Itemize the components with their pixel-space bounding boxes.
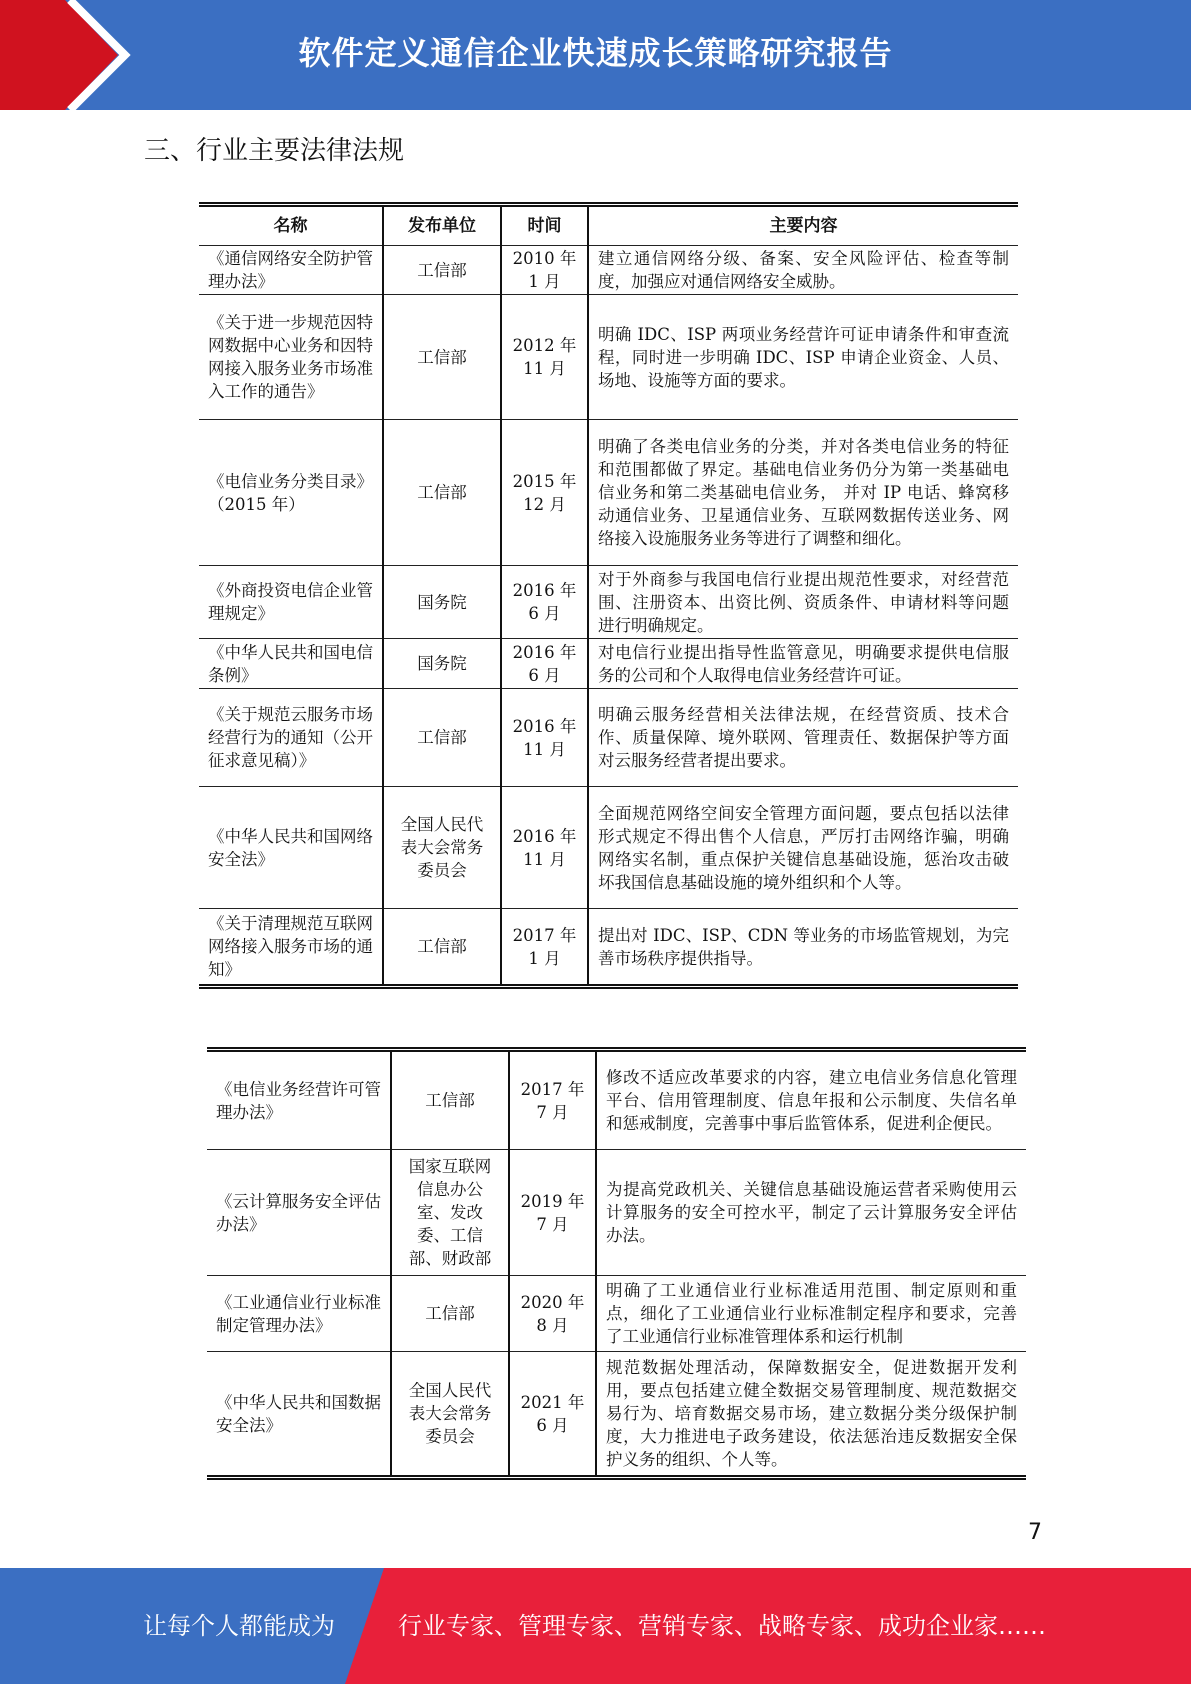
table-row bbox=[207, 1276, 1026, 1352]
law-name-cell: 《中华人民共和国电信条例》 bbox=[199, 639, 383, 689]
issuer-cell: 国务院 bbox=[383, 566, 501, 639]
law-name-cell: 《云计算服务安全评估办法》 bbox=[207, 1150, 391, 1276]
issuer-cell: 工信部 bbox=[391, 1050, 509, 1150]
page-header bbox=[0, 0, 1191, 110]
date-cell: 2010 年 1 月 bbox=[501, 246, 588, 295]
date-cell: 2021 年 6 月 bbox=[509, 1352, 596, 1478]
law-name-cell: 《通信网络安全防护管理办法》 bbox=[199, 246, 383, 295]
issuer-cell: 国家互联网信息办公室、发改委、工信部、财政部 bbox=[391, 1150, 509, 1276]
table-row bbox=[199, 566, 1018, 639]
content-cell: 修改不适应改革要求的内容，建立电信业务信息化管理平台、信用管理制度、信息年报和公示制度、失信名单和惩戒制度，完善事中事后监管体系，促进利企便民。 bbox=[596, 1050, 1026, 1150]
table-row bbox=[199, 246, 1018, 295]
table-row bbox=[199, 420, 1018, 566]
law-name-cell: 《关于清理规范互联网网络接入服务市场的通知》 bbox=[199, 909, 383, 987]
date-cell: 2016 年 6 月 bbox=[501, 566, 588, 639]
section-heading: 三、行业主要法律法规 bbox=[144, 136, 405, 166]
issuer-cell: 工信部 bbox=[383, 295, 501, 420]
law-name-cell: 《关于进一步规范因特网数据中心业务和因特网接入服务业务市场准入工作的通告》 bbox=[199, 295, 383, 420]
law-name-cell: 《中华人民共和国数据安全法》 bbox=[207, 1352, 391, 1478]
footer-slogan-left: 让每个人都能成为 bbox=[143, 1612, 335, 1640]
table-row bbox=[207, 1352, 1026, 1478]
header-unit: 发布单位 bbox=[383, 205, 501, 246]
date-cell: 2017 年 7 月 bbox=[509, 1050, 596, 1150]
header-content: 主要内容 bbox=[588, 205, 1018, 246]
date-cell: 2020 年 8 月 bbox=[509, 1276, 596, 1352]
content-cell: 对电信行业提出指导性监管意见，明确要求提供电信服务的公司和个人取得电信业务经营许可证。 bbox=[588, 639, 1018, 689]
content-cell: 明确云服务经营相关法律法规，在经营资质、技术合作、质量保障、境外联网、管理责任、数据保护等方面对云服务经营者提出要求。 bbox=[588, 689, 1018, 787]
footer-slogan-right: 行业专家、管理专家、营销专家、战略专家、成功企业家…… bbox=[398, 1612, 1046, 1640]
date-cell: 2019 年 7 月 bbox=[509, 1150, 596, 1276]
law-name-cell: 《关于规范云服务市场经营行为的通知（公开征求意见稿）》 bbox=[199, 689, 383, 787]
laws-table-part1 bbox=[199, 202, 1018, 989]
issuer-cell: 工信部 bbox=[383, 909, 501, 987]
laws-table-part2 bbox=[207, 1047, 1026, 1480]
table-row bbox=[207, 1150, 1026, 1276]
law-name-cell: 《中华人民共和国网络安全法》 bbox=[199, 787, 383, 909]
issuer-cell: 工信部 bbox=[383, 246, 501, 295]
content-cell: 为提高党政机关、关键信息基础设施运营者采购使用云计算服务的安全可控水平，制定了云计算服务安全评估办法。 bbox=[596, 1150, 1026, 1276]
table-row bbox=[199, 909, 1018, 987]
date-cell: 2016 年 11 月 bbox=[501, 787, 588, 909]
issuer-cell: 工信部 bbox=[383, 689, 501, 787]
table-header-row bbox=[199, 205, 1018, 246]
header-time: 时间 bbox=[501, 205, 588, 246]
content-cell: 明确了工业通信业行业标准适用范围、制定原则和重点，细化了工业通信业行业标准制定程序和要求，完善了工业通信行业标准管理体系和运行机制 bbox=[596, 1276, 1026, 1352]
content-cell: 明确 IDC、ISP 两项业务经营许可证申请条件和审查流程，同时进一步明确 IDC、ISP 申请企业资金、人员、场地、设施等方面的要求。 bbox=[588, 295, 1018, 420]
report-title: 软件定义通信企业快速成长策略研究报告 bbox=[298, 34, 893, 72]
table-row bbox=[199, 639, 1018, 689]
content-cell: 全面规范网络空间安全管理方面问题，要点包括以法律形式规定不得出售个人信息，严厉打击网络诈骗，明确网络实名制，重点保护关键信息基础设施，惩治攻击破坏我国信息基础设施的境外组织和个人等。 bbox=[588, 787, 1018, 909]
header-name: 名称 bbox=[199, 205, 383, 246]
issuer-cell: 全国人民代表大会常务委员会 bbox=[383, 787, 501, 909]
table-row bbox=[199, 787, 1018, 909]
content-cell: 提出对 IDC、ISP、CDN 等业务的市场监管规划，为完善市场秩序提供指导。 bbox=[588, 909, 1018, 987]
issuer-cell: 工信部 bbox=[391, 1276, 509, 1352]
issuer-cell: 全国人民代表大会常务委员会 bbox=[391, 1352, 509, 1478]
date-cell: 2016 年 6 月 bbox=[501, 639, 588, 689]
law-name-cell: 《电信业务分类目录》（2015 年） bbox=[199, 420, 383, 566]
date-cell: 2015 年 12 月 bbox=[501, 420, 588, 566]
date-cell: 2016 年 11 月 bbox=[501, 689, 588, 787]
date-cell: 2017 年 1 月 bbox=[501, 909, 588, 987]
law-name-cell: 《外商投资电信企业管理规定》 bbox=[199, 566, 383, 639]
table-row bbox=[199, 689, 1018, 787]
page-number: 7 bbox=[1028, 1520, 1042, 1545]
date-cell: 2012 年 11 月 bbox=[501, 295, 588, 420]
page-footer bbox=[0, 1568, 1191, 1684]
content-cell: 建立通信网络分级、备案、安全风险评估、检查等制度，加强应对通信网络安全威胁。 bbox=[588, 246, 1018, 295]
content-cell: 对于外商参与我国电信行业提出规范性要求，对经营范围、注册资本、出资比例、资质条件、申请材料等问题进行明确规定。 bbox=[588, 566, 1018, 639]
law-name-cell: 《电信业务经营许可管理办法》 bbox=[207, 1050, 391, 1150]
table-row bbox=[207, 1050, 1026, 1150]
law-name-cell: 《工业通信业行业标准制定管理办法》 bbox=[207, 1276, 391, 1352]
table-row bbox=[199, 295, 1018, 420]
issuer-cell: 国务院 bbox=[383, 639, 501, 689]
issuer-cell: 工信部 bbox=[383, 420, 501, 566]
content-cell: 规范数据处理活动，保障数据安全，促进数据开发利用，要点包括建立健全数据交易管理制度、规范数据交易行为、培育数据交易市场，建立数据分类分级保护制度，大力推进电子政务建设，依法惩治违反数据安全保护义务的组织、个人等。 bbox=[596, 1352, 1026, 1478]
content-cell: 明确了各类电信业务的分类，并对各类电信业务的特征和范围都做了界定。基础电信业务仍分为第一类基础电信业务和第二类基础电信业务， 并对 IP 电话、蜂窝移动通信业务、卫星通信业务、互联网数据传送业务、网络接入设施服务业务等进行了调整和细化。 bbox=[588, 420, 1018, 566]
